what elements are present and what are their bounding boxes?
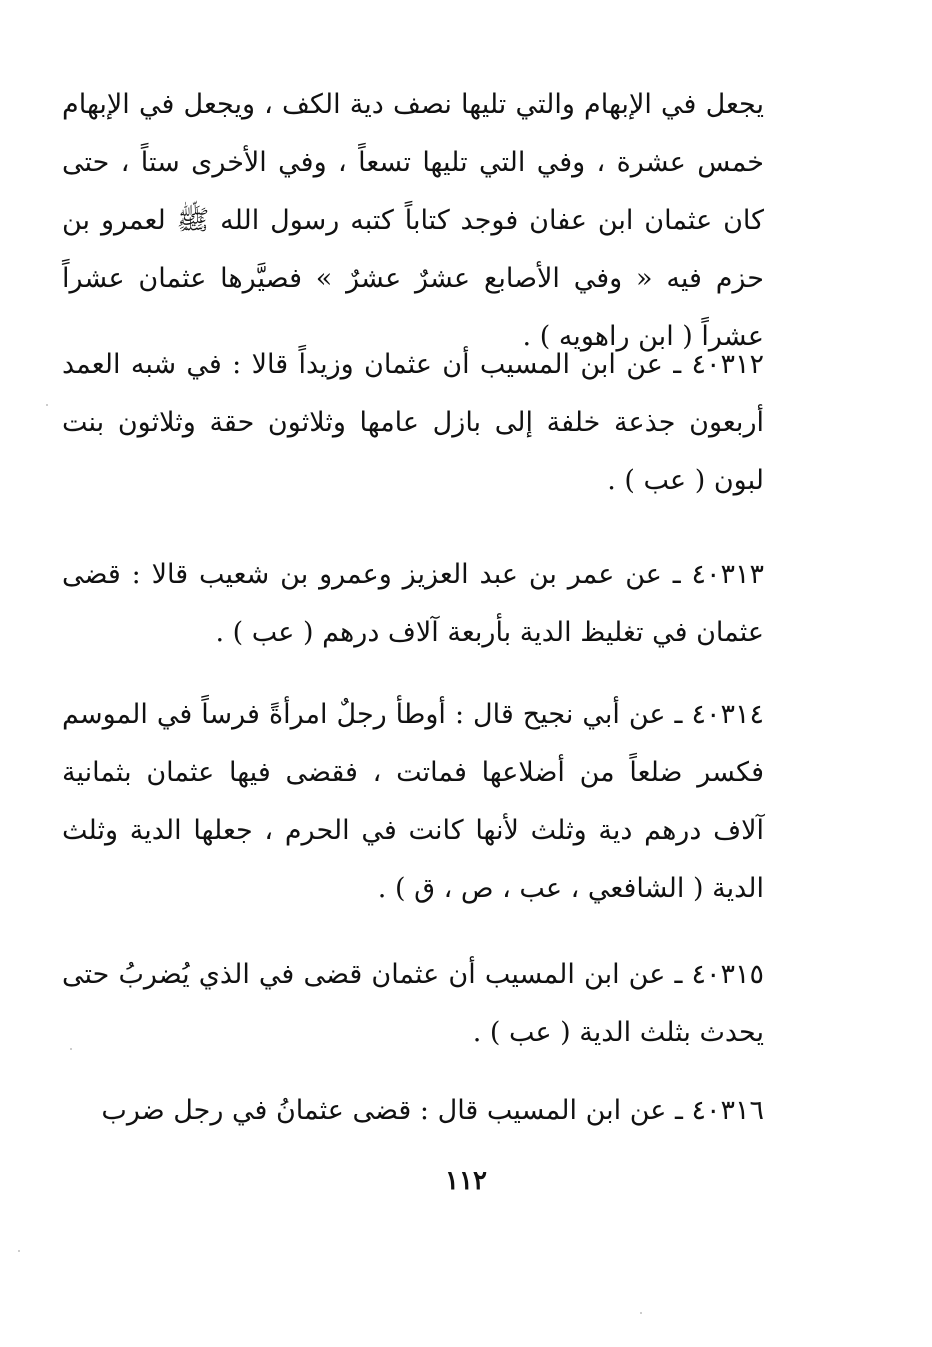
hadith-number: ٤٠٣١٢ (691, 349, 764, 380)
scan-speck (46, 404, 48, 406)
paragraph-continuation (62, 76, 764, 366)
paragraph-text: ـ عن عمر بن عبد العزيز وعمرو بن شعيب قالا : قضى عثمان في تغليظ الدية بأربعة آلاف درهم ( عب ) . (62, 559, 764, 648)
page-number: ١١٢ (445, 1166, 487, 1196)
paragraph-40315 (62, 946, 764, 1062)
paragraph-text: ـ عن ابن المسيب قال : قضى عثمانُ في رجل ضرب (101, 1095, 683, 1126)
hadith-number: ٤٠٣١٥ (691, 959, 764, 990)
paragraph-40313 (62, 546, 764, 662)
hadith-number: ٤٠٣١٤ (691, 699, 764, 730)
paragraph-text: ـ عن ابن المسيب أن عثمان قضى في الذي يُضربُ حتى يحدث بثلث الدية ( عب ) . (62, 959, 764, 1048)
scan-speck (18, 1250, 20, 1252)
paragraph-40312 (62, 336, 764, 510)
paragraph-text: يجعل في الإبهام والتي تليها نصف دية الكف ، ويجعل في الإبهام خمس عشرة ، وفي التي تليها تسعاً ، وفي الأخرى ستاً ، حتى كان عثمان ابن عفان فوجد كتاباً كتبه رسول الله ﷺ لعمرو بن حزم فيه « وفي الأصابع عشرٌ عشرٌ » فصيَّرها عثمان عشراً عشراً ( ابن راهويه ) . (62, 89, 764, 352)
paragraph-40316 (62, 1082, 764, 1140)
scan-speck (640, 1312, 642, 1314)
paragraph-40314 (62, 686, 764, 918)
hadith-number: ٤٠٣١٣ (691, 559, 764, 590)
hadith-number: ٤٠٣١٦ (691, 1095, 764, 1126)
paragraph-text: ـ عن ابن المسيب أن عثمان وزيداً قالا : في شبه العمد أربعون جذعة خلفة إلى بازل عامها وثلاثون حقة وثلاثون بنت لبون ( عب ) . (62, 349, 764, 496)
scan-speck (70, 1048, 72, 1050)
paragraph-text: ـ عن أبي نجيح قال : أوطأ رجلٌ امرأةً فرساً في الموسم فكسر ضلعاً من أضلاعها فماتت ، فقضى فيها عثمان بثمانية آلاف درهم دية وثلث لأنها كانت في الحرم ، جعلها الدية وثلث الدية ( الشافعي ، عب ، ص ، ق ) . (62, 699, 764, 904)
